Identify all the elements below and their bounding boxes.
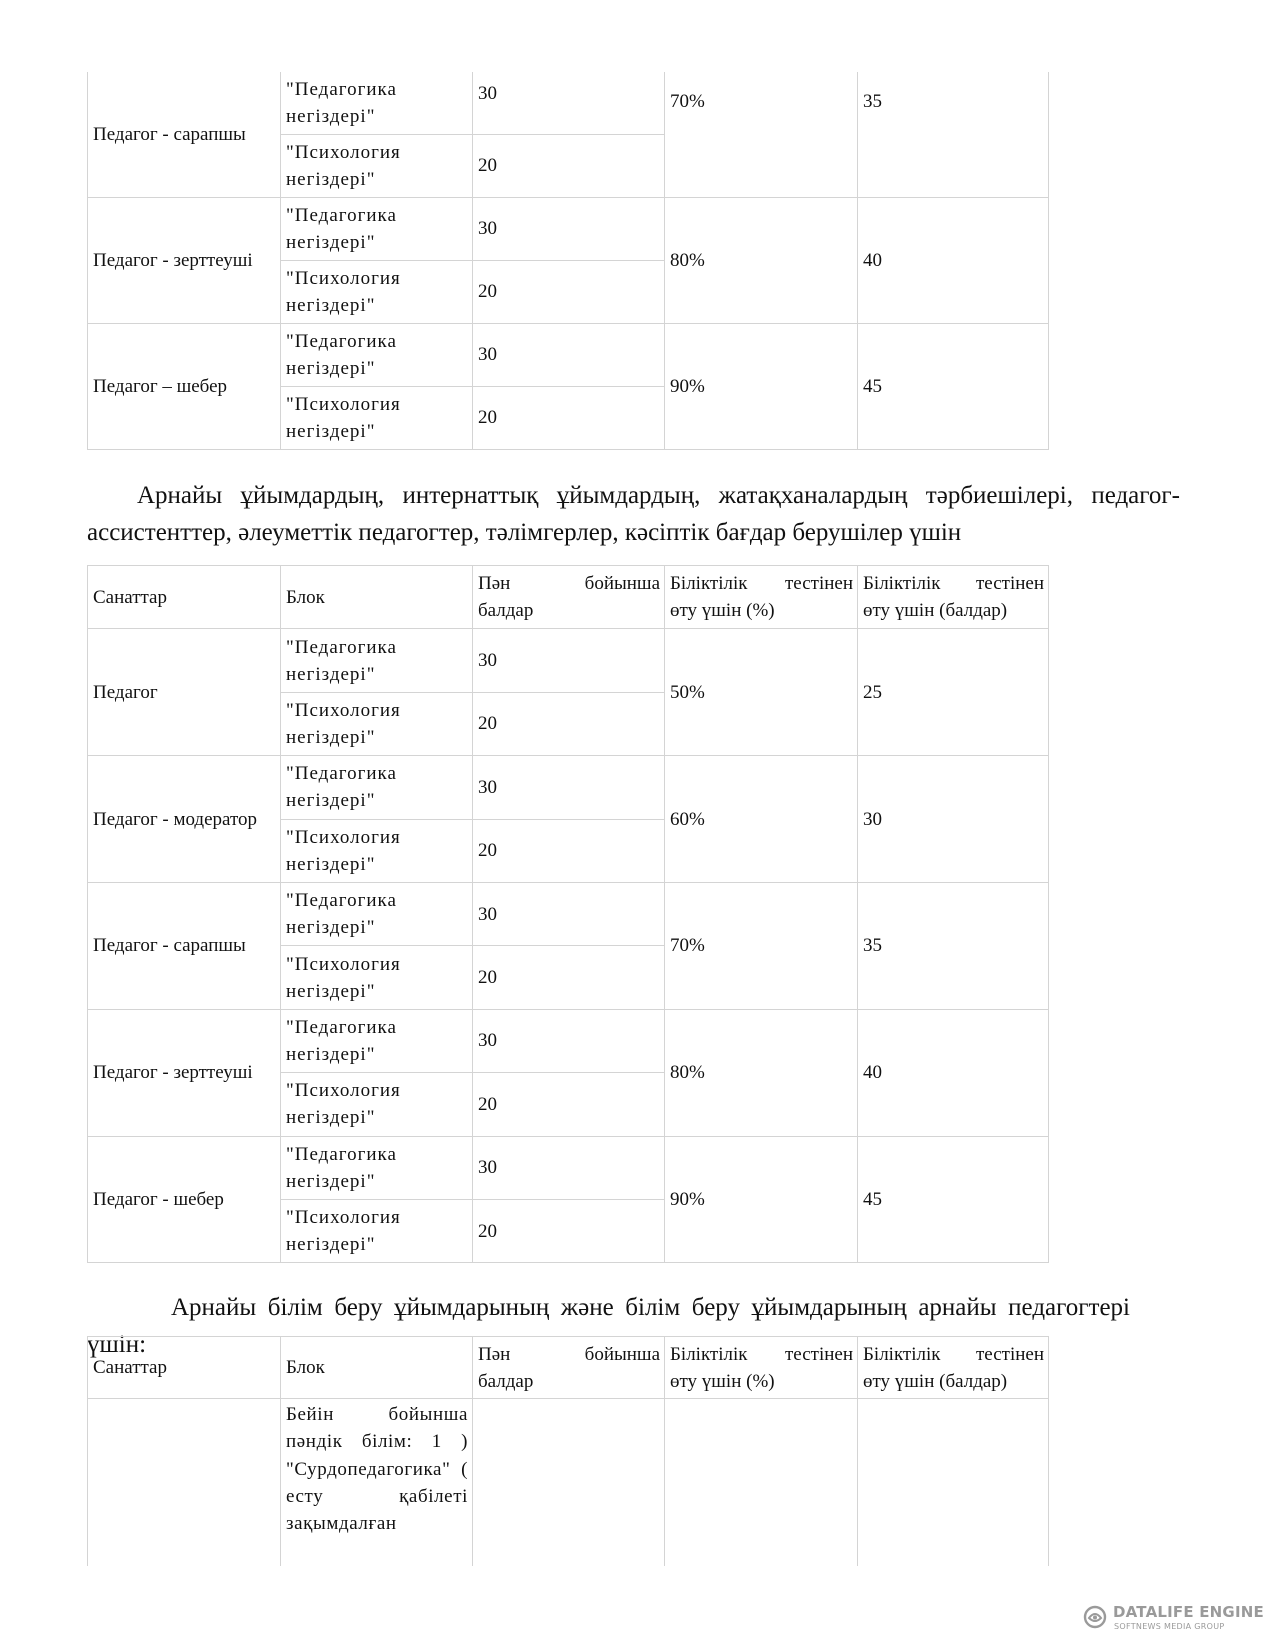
category-cell: Педагог <box>88 629 281 756</box>
watermark <box>1083 1602 1263 1638</box>
points-cell: 20 <box>473 819 665 882</box>
pass-percent-cell: 70% <box>665 72 858 197</box>
header-block: Блок <box>281 1337 473 1399</box>
header-pass-percent-line1: Біліктілік тестінен <box>670 573 853 595</box>
category-cell <box>88 1399 281 1566</box>
pass-points-cell: 40 <box>858 1009 1049 1136</box>
header-pass-percent <box>665 1337 858 1399</box>
block-cell: "Психология негіздері" <box>281 260 473 323</box>
category-cell: Педагог – шебер <box>88 323 281 449</box>
block-cell: "Педагогика негіздері" <box>281 756 473 819</box>
table-row <box>88 1399 1049 1566</box>
block-cell: "Психология негіздері" <box>281 134 473 197</box>
block-cell: "Психология негіздері" <box>281 1073 473 1136</box>
block-cell: "Педагогика негіздері" <box>281 629 473 692</box>
points-cell: 20 <box>473 260 665 323</box>
header-pass-points-line1: Біліктілік тестінен <box>863 573 1044 595</box>
table-row <box>88 629 1049 692</box>
table-row <box>88 1009 1049 1072</box>
header-pass-percent <box>665 566 858 629</box>
header-pass-points <box>858 1337 1049 1399</box>
table-row <box>88 197 1049 260</box>
pass-points-cell: 40 <box>858 197 1049 323</box>
table-row <box>88 882 1049 945</box>
pass-percent-cell: 70% <box>665 882 858 1009</box>
pass-percent-cell: 80% <box>665 1009 858 1136</box>
block-cell: "Психология негіздері" <box>281 386 473 449</box>
category-cell: Педагог - модератор <box>88 756 281 883</box>
section-heading-paragraph: Арнайы ұйымдардың, интернаттық ұйымдардың, жатақханалардың тәрбиешілері, педагог-ассистенттер, әлеуметтік педагогтер, тәлімгерлер, кәсіптік бағдар берушілер үшін <box>87 482 1180 546</box>
header-pass-percent-line2: өту үшін (%) <box>670 1370 775 1392</box>
pass-points-cell: 45 <box>858 1136 1049 1263</box>
points-cell: 20 <box>473 386 665 449</box>
category-cell: Педагог - зерттеуші <box>88 197 281 323</box>
qualification-table-continued <box>87 72 1049 450</box>
header-category: Санаттар <box>88 566 281 629</box>
block-cell: "Педагогика негіздері" <box>281 323 473 386</box>
header-category: Санаттар <box>88 1337 281 1399</box>
table-header-row <box>88 566 1049 629</box>
points-cell: 20 <box>473 946 665 1009</box>
points-cell: 20 <box>473 1073 665 1136</box>
header-points-line1: Пән бойынша <box>478 573 660 595</box>
header-points-line2: балдар <box>478 600 534 622</box>
table-header-row <box>88 1337 1049 1399</box>
qualification-table <box>87 565 1049 1263</box>
pass-points-cell: 35 <box>858 72 1049 197</box>
header-points <box>473 566 665 629</box>
header-points-line1: Пән бойынша <box>478 1343 660 1365</box>
header-points <box>473 1337 665 1399</box>
block-cell: "Педагогика негіздері" <box>281 1009 473 1072</box>
block-cell: "Психология негіздері" <box>281 819 473 882</box>
block-cell: "Педагогика негіздері" <box>281 197 473 260</box>
block-cell: "Психология негіздері" <box>281 1199 473 1262</box>
points-cell: 20 <box>473 1199 665 1262</box>
points-cell: 30 <box>473 756 665 819</box>
points-cell: 30 <box>473 629 665 692</box>
header-pass-percent-line2: өту үшін (%) <box>670 600 775 622</box>
block-cell: "Педагогика негіздері" <box>281 72 473 134</box>
header-pass-percent-line1: Біліктілік тестінен <box>670 1343 853 1365</box>
block-cell: "Психология негіздері" <box>281 946 473 1009</box>
pass-points-cell: 30 <box>858 756 1049 883</box>
table-row <box>88 1136 1049 1199</box>
pass-points-cell: 25 <box>858 629 1049 756</box>
pass-percent-cell: 90% <box>665 323 858 449</box>
watermark-name: DATALIFE ENGINE <box>1113 1603 1264 1621</box>
header-block: Блок <box>281 566 473 629</box>
points-cell: 30 <box>473 1009 665 1072</box>
pass-percent-cell <box>665 1399 858 1566</box>
points-cell: 20 <box>473 134 665 197</box>
header-pass-points-line2: өту үшін (балдар) <box>863 1370 1008 1392</box>
table-row <box>88 756 1049 819</box>
header-pass-points-line1: Біліктілік тестінен <box>863 1343 1044 1365</box>
category-cell: Педагог - сарапшы <box>88 72 281 197</box>
points-cell: 30 <box>473 882 665 945</box>
category-cell: Педагог - шебер <box>88 1136 281 1263</box>
table-row <box>88 72 1049 134</box>
pass-points-cell: 35 <box>858 882 1049 1009</box>
category-cell: Педагог - зерттеуші <box>88 1009 281 1136</box>
points-cell: 20 <box>473 692 665 755</box>
pass-points-cell <box>858 1399 1049 1566</box>
points-cell: 30 <box>473 1136 665 1199</box>
pass-percent-cell: 50% <box>665 629 858 756</box>
table-row <box>88 323 1049 386</box>
special-education-table <box>87 1336 1049 1566</box>
points-cell <box>473 1399 665 1566</box>
block-cell: "Психология негіздері" <box>281 692 473 755</box>
category-cell: Педагог - сарапшы <box>88 882 281 1009</box>
pass-percent-cell: 60% <box>665 756 858 883</box>
pass-percent-cell: 80% <box>665 197 858 323</box>
pass-points-cell: 45 <box>858 323 1049 449</box>
block-cell: Бейін бойынша пәндік білім: 1 ) "Сурдопедагогика" ( есту қабілеті зақымдалған <box>281 1399 473 1566</box>
header-points-line2: балдар <box>478 1370 534 1392</box>
points-cell: 30 <box>473 197 665 260</box>
datalife-logo-icon <box>1083 1605 1107 1629</box>
points-cell: 30 <box>473 323 665 386</box>
pass-percent-cell: 90% <box>665 1136 858 1263</box>
points-cell: 30 <box>473 72 665 134</box>
header-pass-points <box>858 566 1049 629</box>
block-cell: "Педагогика негіздері" <box>281 882 473 945</box>
header-pass-points-line2: өту үшін (балдар) <box>863 600 1008 622</box>
block-cell: "Педагогика негіздері" <box>281 1136 473 1199</box>
section-heading-paragraph: Арнайы білім беру ұйымдарының және білім беру ұйымдарының арнайы педагогтері үшін: <box>87 1294 1130 1358</box>
watermark-subtitle: SOFTNEWS MEDIA GROUP <box>1114 1622 1225 1631</box>
